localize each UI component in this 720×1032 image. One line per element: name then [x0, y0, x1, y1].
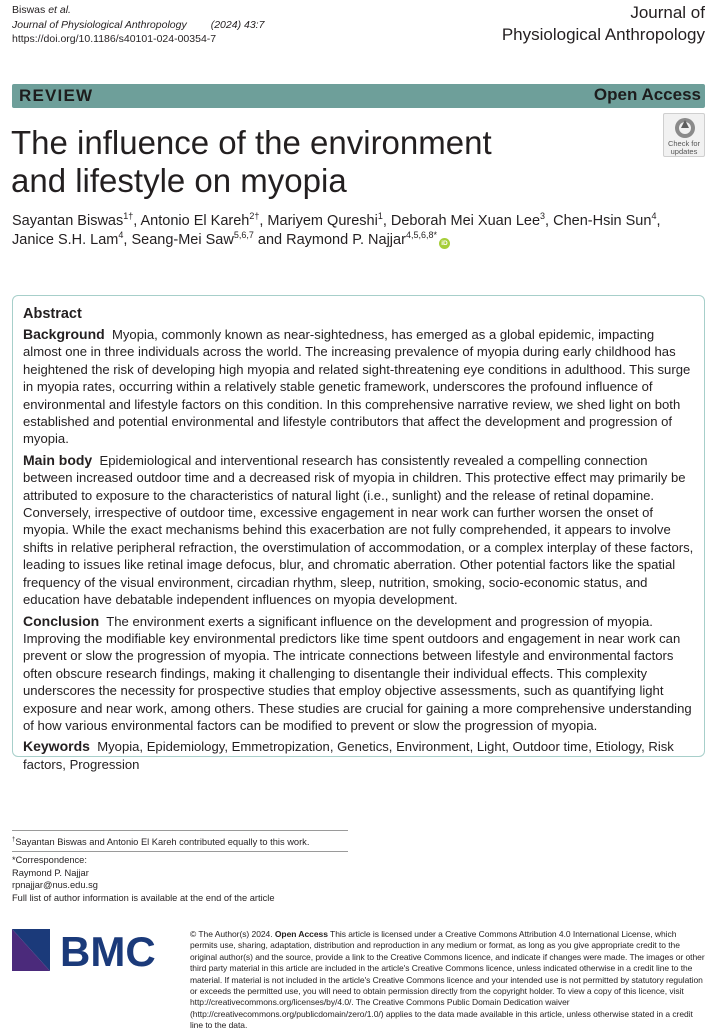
- check-updates-line2: updates: [670, 147, 698, 156]
- bmc-logo: [12, 928, 174, 975]
- author: Janice S.H. Lam$^4$,: [12, 230, 132, 248]
- check-for-updates-badge[interactable]: [663, 113, 705, 157]
- journal-line2: Physiological Anthropology: [501, 24, 705, 44]
- abstract-background: Background Myopia, commonly known as near-sightedness, has emerged as a global epidemic, impacting almost one in three individuals across the world. The increasing prevalence of myopia during early childhood has heightened the risk of developing high myopia and related sight-threatening eye conditions in adulthood. This surge in myopia rates, occurring within a relatively stable genetic framework, underscores the profound influence of environmental and lifestyle factors on this condition. In this comprehensive narrative review, we shed light on both established and potential environmental and lifestyle contributors that affect the development and progression of myopia.: [23, 326, 691, 447]
- abstract-keywords: Keywords Myopia, Epidemiology, Emmetropization, Genetics, Environment, Light, Outdoor time, Etiology, Risk factors, Progression: [23, 738, 674, 772]
- header-author: Biswas: [12, 4, 46, 16]
- title-line1: The influence of the environment: [11, 124, 492, 161]
- author: Chen-Hsin Sun$^4$,: [553, 211, 661, 229]
- title-line2: and lifestyle on myopia: [11, 162, 347, 199]
- author-list: [12, 212, 707, 250]
- running-header: [12, 3, 264, 47]
- abstract-main-body: Main body Epidemiological and interventional research has consistently revealed a compelling connection between increased outdoor time and a decreased risk of myopia in children. This protective effect may primarily be attributed to exposure to the characteristics of natural light (i.e., sunlight) and the release of retinal dopamine. Conversely, irrespective of outdoor time, excessive engagement in near work can further worsen the onset of myopia. While the exact mechanisms behind this exacerbation are not fully comprehended, it appears to involve shifts in relative peripheral refraction, the overstimulation of accommodation, or a complex interplay of these factors, leading to issues like retinal image defocus, blur, and chromatic aberration. Other potential factors like the spatial frequency of the visual environment, circadian rhythm, sleep, nutrition, smoking, socio-economic status, and education have debatable independent influences on myopia development.: [23, 451, 694, 608]
- article-type: REVIEW: [19, 86, 94, 105]
- open-access-label: Open Access: [593, 85, 701, 104]
- header-journal: Journal of Physiological Anthropology: [12, 18, 187, 31]
- correspondence-name: Raymond P. Najjar: [12, 867, 89, 878]
- check-updates-line1: Check for: [667, 139, 701, 148]
- license-text: © The Author(s) 2024. Open Access This article is licensed under a Creative Commons Attribution 4.0 International License, which permits use, sharing, adaptation, distribution and reproduction in any medium or format, as long as you give appropriate credit to the original author(s) and the source, provide a link to the Creative Commons licence, and indicate if changes were made. The images or other third party material in this article are included in the article's Creative Commons licence, unless indicated otherwise in a credit line to the material. If material is not included in the article's Creative Commons licence and your intended use is not permitted by statutory regulation or exceeds the permitted use, you will need to obtain permission directly from the copyright holder. To view a copy of this licence, visit http://creativecommons.org/licenses/by/4.0/. The Creative Commons Public Domain Dedication waiver (http://creativecommons.org/publicdomain/zero/1.0/) applies to the data made available in this article, unless otherwise stated in a credit line to the data.: [190, 929, 705, 1031]
- author: Deborah Mei Xuan Lee$^3$,: [390, 211, 554, 229]
- journal-line1: Journal of: [630, 3, 705, 22]
- abstract-box: [12, 295, 705, 772]
- article-type-bar: [12, 84, 705, 108]
- abstract-conclusion: Conclusion The environment exerts a significant influence on the development and progression of myopia. Improving the modifiable key environmental predictors like time spent outdoors and engagement in near work can prevent or slow the progression of myopia. The intricate connections between lifestyle and environmental factors often obscure research findings, making it challenging to disentangle their individual effects. This complexity underscores the necessity for prospective studies that employ objective assessments, such as quantifying light exposure and near work, among others. These studies are crucial for gaining a more comprehensive understanding of how various environmental factors can be modified to prevent or slow the progression of myopia.: [23, 612, 692, 733]
- check-updates-icon: [674, 117, 696, 139]
- author: Seang-Mei Saw$^{5,6,7}$ and: [131, 230, 287, 248]
- correspondence-block: [12, 851, 348, 904]
- correspondence-email[interactable]: rpnajjar@nus.edu.sg: [12, 880, 98, 891]
- orcid-icon[interactable]: iD: [439, 238, 450, 249]
- author-info-note: Full list of author information is available at the end of the article: [12, 892, 275, 903]
- header-etal: et al.: [48, 4, 71, 16]
- article-title: [11, 124, 571, 200]
- author: Sayantan Biswas$^{1\dagger}$,: [12, 211, 141, 229]
- abstract-heading: Abstract: [23, 306, 82, 322]
- equal-contribution-note: †Sayantan Biswas and Antonio El Kareh contributed equally to this work.: [12, 830, 348, 849]
- author: Mariyem Qureshi$^1$,: [267, 211, 391, 229]
- doi-link[interactable]: https://doi.org/10.1186/s40101-024-00354-7: [12, 33, 217, 45]
- header-year: (2024) 43:7: [210, 18, 265, 31]
- correspondence-label: *Correspondence:: [12, 855, 87, 865]
- author: Raymond P. Najjar$^{4,5,6,8*}$: [286, 230, 437, 248]
- bmc-logo-text: BMC: [60, 928, 156, 975]
- author: Antonio El Kareh$^{2\dagger}$,: [140, 211, 268, 229]
- journal-name: [502, 2, 705, 45]
